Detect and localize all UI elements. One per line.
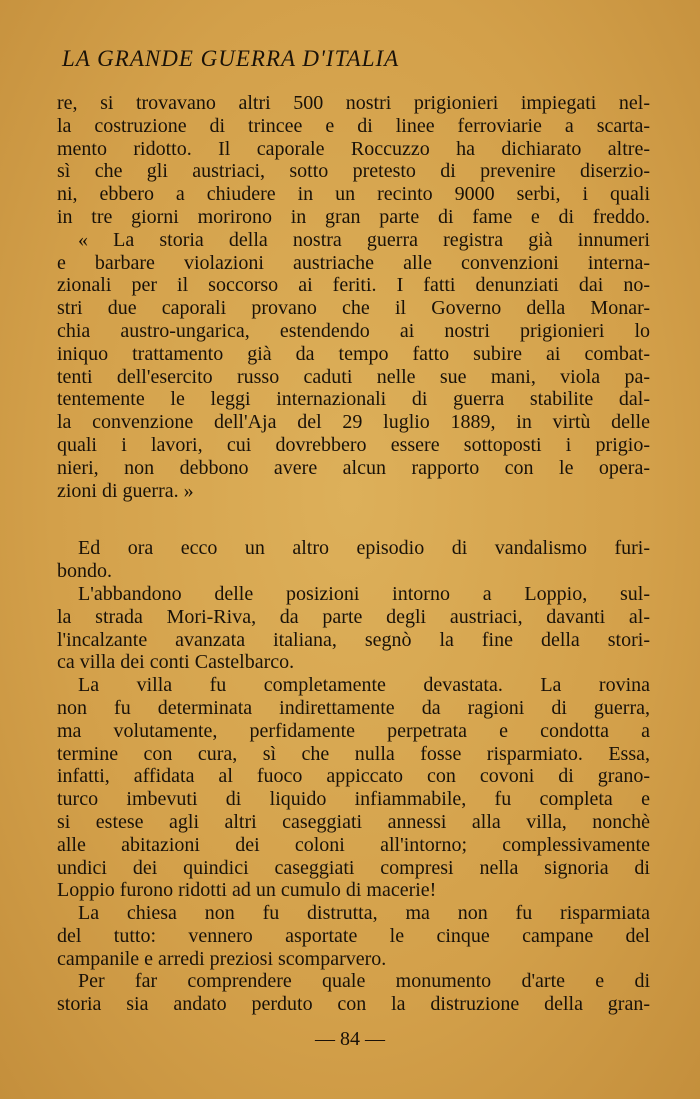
text-line: mento ridotto. Il caporale Roccuzzo ha dichiarato altre-: [57, 137, 650, 160]
text-line: termine con cura, sì che nulla fosse risparmiato. Essa,: [57, 742, 650, 765]
text-line: storia sia andato perduto con la distruzione della gran-: [57, 993, 650, 1016]
text-line: e barbare violazioni austriache alle convenzioni interna-: [57, 251, 650, 274]
text-line: la convenzione dell'Aja del 29 luglio 1889, in virtù delle: [57, 411, 650, 434]
paragraph: [57, 902, 650, 970]
text-line: ni, ebbero a chiudere in un recinto 9000 serbi, i quali: [57, 183, 650, 206]
text-line: Per far comprendere quale monumento d'arte e di: [78, 970, 650, 993]
text-line: del tutto: vennero asportate le cinque campane del: [57, 924, 650, 947]
text-line: « La storia della nostra guerra registra già innumeri: [78, 228, 650, 251]
text-line: campanile e arredi preziosi scomparvero.: [57, 947, 387, 970]
text-line: turco imbevuti di liquido infiammabile, fu completa e: [57, 788, 650, 811]
text-line: ca villa dei conti Castelbarco.: [57, 651, 295, 674]
text-line: zioni di guerra. »: [57, 479, 194, 502]
text-line: undici dei quindici caseggiati compresi nella signoria di: [57, 856, 650, 879]
text-line: infatti, affidata al fuoco appiccato con covoni di grano-: [57, 765, 650, 788]
text-line: la costruzione di trincee e di linee ferroviarie a scarta-: [57, 114, 650, 137]
paragraph: [57, 92, 650, 229]
text-line: Loppio furono ridotti ad un cumulo di macerie!: [57, 879, 437, 902]
paragraph: [57, 674, 650, 902]
text-line: re, si trovavano altri 500 nostri prigionieri impiegati nel-: [57, 92, 650, 114]
text-line: si estese agli altri caseggiati annessi alla villa, nonchè: [57, 810, 650, 833]
text-line: quali i lavori, cui dovrebbero essere sottoposti i prigio-: [57, 433, 650, 456]
text-line: alle abitazioni dei coloni all'intorno; complessivamente: [57, 833, 650, 856]
text-line: La villa fu completamente devastata. La rovina: [78, 674, 650, 697]
text-line: zionali per il soccorso ai feriti. I fatti denunziati dai no-: [57, 274, 650, 297]
text-line: non fu determinata indirettamente da ragioni di guerra,: [57, 696, 650, 719]
text-line: la strada Mori-Riva, da parte degli austriaci, davanti al-: [57, 605, 650, 628]
text-line: chia austro-ungarica, estendendo ai nostri prigionieri lo: [57, 319, 650, 342]
text-line: sì che gli austriaci, sotto pretesto di prevenire diserzio-: [57, 160, 650, 183]
paragraph: [57, 229, 650, 503]
text-line: iniquo trattamento già da tempo fatto subire ai combat-: [57, 342, 650, 365]
text-line: tentemente le leggi internazionali di guerra stabilite dal-: [57, 388, 650, 411]
paragraph: [57, 970, 650, 1016]
running-header: LA GRANDE GUERRA D'ITALIA: [62, 46, 400, 71]
text-line: nieri, non debbono avere alcun rapporto con le opera-: [57, 456, 650, 479]
body-text: [57, 92, 650, 1016]
paragraph-gap: [57, 502, 650, 537]
text-line: tenti dell'esercito russo caduti nelle sue mani, viola pa-: [57, 365, 650, 388]
text-line: bondo.: [57, 560, 112, 583]
text-line: La chiesa non fu distrutta, ma non fu risparmiata: [78, 902, 650, 925]
page-number: — 84 —: [315, 1028, 385, 1050]
text-line: in tre giorni morirono in gran parte di fame e di freddo.: [57, 205, 650, 228]
text-line: L'abbandono delle posizioni intorno a Loppio, sul-: [78, 582, 650, 605]
paragraph: [57, 583, 650, 674]
text-line: l'incalzante avanzata italiana, segnò la fine della stori-: [57, 628, 650, 651]
paragraph: [57, 537, 650, 583]
text-line: Ed ora ecco un altro episodio di vandalismo furi-: [78, 537, 650, 560]
text-line: ma volutamente, perfidamente perpetrata e condotta a: [57, 719, 650, 742]
text-line: stri due caporali provano che il Governo della Monar-: [57, 297, 650, 320]
